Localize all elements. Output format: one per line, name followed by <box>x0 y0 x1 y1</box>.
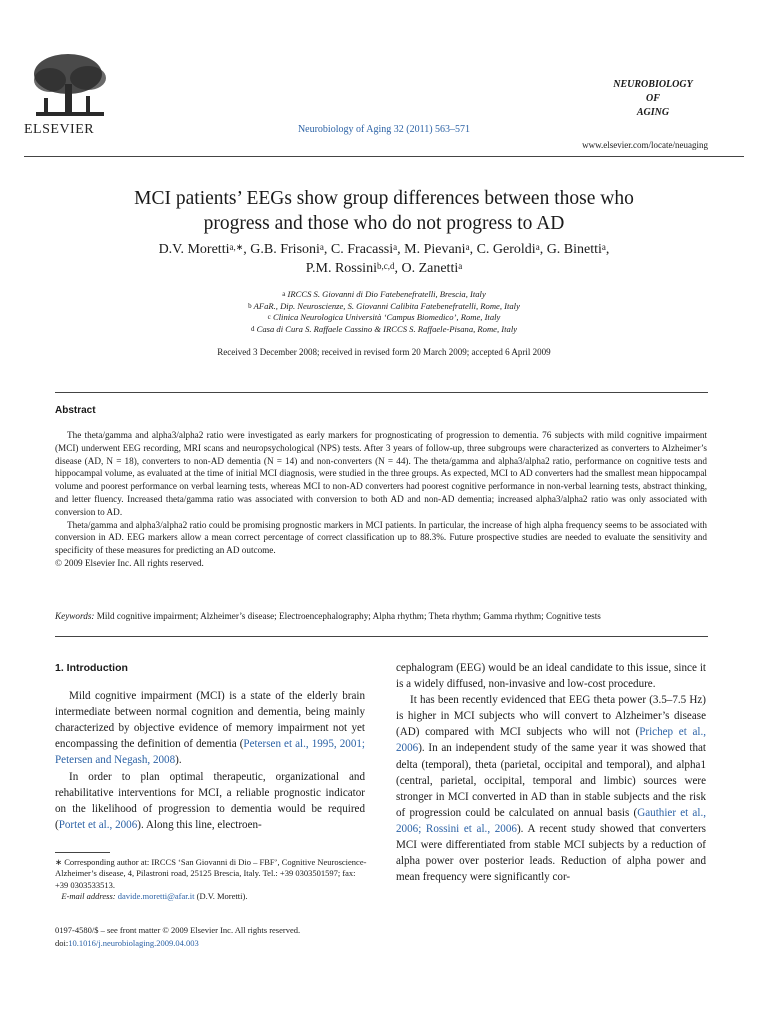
title-line: MCI patients’ EEGs show group differences between those who <box>134 188 634 209</box>
author-name: P.M. Rossini <box>305 261 377 276</box>
author-separator: , <box>394 261 402 276</box>
author-affil-mark[interactable]: b,c,d <box>376 261 395 271</box>
author-name: O. Zanetti <box>401 261 459 276</box>
author-separator: , <box>469 242 477 257</box>
body-paragraph: It has been recently evidenced that EEG theta power (3.5–7.5 Hz) is higher in MCI subjects who will convert to Alzheimer’s disease (AD) compared with MCI subjects who will not (Prichep et al., 2006). In an independent study of the same year it was showed that delta (temporal), theta (parietal, occipital and temporal), and alpha1 (central, parietal, occipital, temporal and limbic) sources were stronger in MCI converted in AD than in stable subjects and the risk of progression could be calculated on annual basis (Gauthier et al., 2006; Rossini et al., 2006). A recent study showed that converters MCI were differentiated from stable MCI subjects by a reduction of alpha power over posterior leads. Reduction of alpha power and mean frequency were significantly cor- <box>396 694 706 884</box>
journal-logo-line: AGING <box>636 107 670 118</box>
author-name: G.B. Frisoni <box>250 242 320 257</box>
section-heading: 1. Introduction <box>55 662 128 674</box>
journal-citation-link[interactable]: Neurobiology of Aging 32 (2011) 563–571 <box>297 124 471 135</box>
citation-link[interactable]: Prichep et al., 2006 <box>396 726 706 755</box>
body-column-right <box>396 660 706 885</box>
publisher-name: ELSEVIER <box>24 122 95 137</box>
doi-link[interactable]: 10.1016/j.neurobiolaging.2009.04.003 <box>68 937 199 948</box>
author-name: D.V. Moretti <box>158 242 230 257</box>
author-name: C. Geroldi <box>476 242 536 257</box>
abstract-top-divider <box>55 392 708 393</box>
author-affil-mark[interactable]: a <box>458 261 463 271</box>
body-paragraph: Mild cognitive impairment (MCI) is a state of the elderly brain intermediate between normal cognition and dementia, being mainly characterized by objective evidence of memory impairment not yet encompassing the definition of dementia (Petersen et al., 1995, 2001; Petersen and Negash, 2008). <box>55 690 365 767</box>
body-paragraph: In order to plan optimal therapeutic, organizational and rehabilitative interventions for MCI, a reliable prognostic indicator on the likelihood of progression to dementia would be required (Portet et al., 2006). Along this line, electroen- <box>55 770 365 831</box>
keywords-label: Keywords: <box>55 611 95 621</box>
body-column-left <box>55 660 365 833</box>
journal-logo-line: OF <box>646 93 660 104</box>
author-name: C. Fracassi <box>330 242 394 257</box>
received-dates: Received 3 December 2008; received in revised form 20 March 2009; accepted 6 April 2009 <box>217 347 551 357</box>
author-separator: , <box>605 242 610 257</box>
affiliation: $^d$ Casa di Cura S. Raffaele Cassino & IRCCS S. Raffaele-Pisana, Rome, Italy <box>250 323 518 334</box>
affiliation-list <box>60 289 708 335</box>
footnote-divider <box>55 852 110 853</box>
affiliation: $^c$ Clinica Neurologica Università ‘Campus Biomedico’, Rome, Italy <box>267 312 501 322</box>
author-affil-mark[interactable]: a <box>393 242 398 252</box>
email-label: E-mail address: <box>61 890 116 901</box>
front-matter: 0197-4580/$ – see front matter © 2009 Elsevier Inc. All rights reserved. doi:10.1016/j.neurobiolaging.2009.04.003 <box>55 924 395 949</box>
header-divider <box>24 156 744 157</box>
body-paragraph: cephalogram (EEG) would be an ideal candidate to this issue, since it is a widely diffused, non-invasive and low-cost procedure. <box>396 662 706 691</box>
author-list <box>60 240 708 278</box>
author-separator: , <box>323 242 331 257</box>
author-separator: , <box>397 242 405 257</box>
author-separator: , <box>243 242 251 257</box>
abstract-body <box>55 429 707 570</box>
author-affil-mark[interactable]: a <box>601 242 606 252</box>
elsevier-tree-logo <box>28 50 110 122</box>
citation-link[interactable]: Petersen et al., 1995, 2001; Petersen and Negash, 2008 <box>55 738 365 767</box>
abstract-bottom-divider <box>55 636 708 637</box>
abstract-heading: Abstract <box>55 405 96 416</box>
author-affil-mark[interactable]: a,∗ <box>229 242 244 252</box>
email-link[interactable]: davide.moretti@afar.it <box>117 890 195 901</box>
author-name: G. Binetti <box>546 242 602 257</box>
footnote-text: ∗ Corresponding author at: IRCCS ‘San Giovanni di Dio – FBF’, Cognitive Neuroscience-Alzheimer’s disease, 4, Pilastroni road, 25125 Brescia, Italy. Tel.: +39 0303501597; fax: +39 0303533513. <box>55 857 367 890</box>
abstract-copyright: © 2009 Elsevier Inc. All rights reserved. <box>55 557 204 568</box>
citation-link[interactable]: Gauthier et al., 2006; Rossini et al., 2006 <box>396 806 706 835</box>
journal-logo-line: NEUROBIOLOGY <box>613 79 693 90</box>
author-separator: , <box>539 242 547 257</box>
corresponding-author-footnote: ∗ Corresponding author at: IRCCS ‘San Giovanni di Dio – FBF’, Cognitive Neuroscience-Alzheimer’s disease, 4, Pilastroni road, 25125 Brescia, Italy. Tel.: +39 0303501597; fax: +39 0303533513. E-mail address: davide.moretti@afar.it (D.V. Moretti). <box>55 857 370 902</box>
title-line: progress and those who do not progress to AD <box>203 213 565 234</box>
affiliation: $^a$ IRCCS S. Giovanni di Dio Fatebenefratelli, Brescia, Italy <box>282 289 486 299</box>
issn-line: 0197-4580/$ – see front matter © 2009 Elsevier Inc. All rights reserved. <box>55 925 301 935</box>
keywords-text: Mild cognitive impairment; Alzheimer’s disease; Electroencephalography; Alpha rhythm; Theta rhythm; Gamma rhythm; Cognitive tests <box>96 611 601 621</box>
journal-logo <box>598 78 708 120</box>
affiliation: $^b$ AFaR., Dip. Neuroscienze, S. Giovanni Calibita Fatebenefratelli, Rome, Italy <box>248 300 520 311</box>
author-affil-mark[interactable]: a <box>465 242 470 252</box>
abstract-paragraph: Theta/gamma and alpha3/alpha2 ratio could be promising prognostic markers in MCI patients. In particular, the increase of high alpha frequency seems to be associated with conversion in AD. EEG markers allow a mean correct percentage of correct classification up to 88.3%. Future prospective studies are needed to evaluate the sensitivity and specificity of these measures for predicting an AD outcome. <box>55 519 707 556</box>
citation-link[interactable]: Portet et al., 2006 <box>58 818 138 831</box>
article-title <box>60 186 708 236</box>
author-name: M. Pievani <box>404 242 466 257</box>
journal-url[interactable]: www.elsevier.com/locate/neuaging <box>582 140 708 150</box>
author-affil-mark[interactable]: a <box>535 242 540 252</box>
abstract-paragraph: The theta/gamma and alpha3/alpha2 ratio were investigated as early markers for prognosticating of progression to dementia. 76 subjects with mild cognitive impairment (MCI) underwent EEG recording, MRI scans and neuropsychological (NPS) tests. After 3 years of follow-up, three subgroups were characterized as converters to Alzheimer’s disease (AD, N = 18), converters to non-AD dementia (N = 14) and non-converters (N = 44). The theta/gamma and alpha3/alpha2 ratio, performance on cognitive tests and hippocampal volume, as evaluated at the time of initial MCI diagnosis, were studied in the three groups. As expected, MCI to AD converters had the smallest mean hippocampal volume and poorest performance on verbal learning tests, whereas MCI to non-AD converters had poorest cognitive performance in non-verbal learning tests, abstract thinking, and letter fluency. Increased theta/gamma ratio was associated with conversion to both AD and non-AD dementia; increased alpha3/alpha2 ratio was only associated with conversion to AD. <box>55 430 707 517</box>
keywords <box>55 611 707 621</box>
author-affil-mark[interactable]: a <box>319 242 324 252</box>
